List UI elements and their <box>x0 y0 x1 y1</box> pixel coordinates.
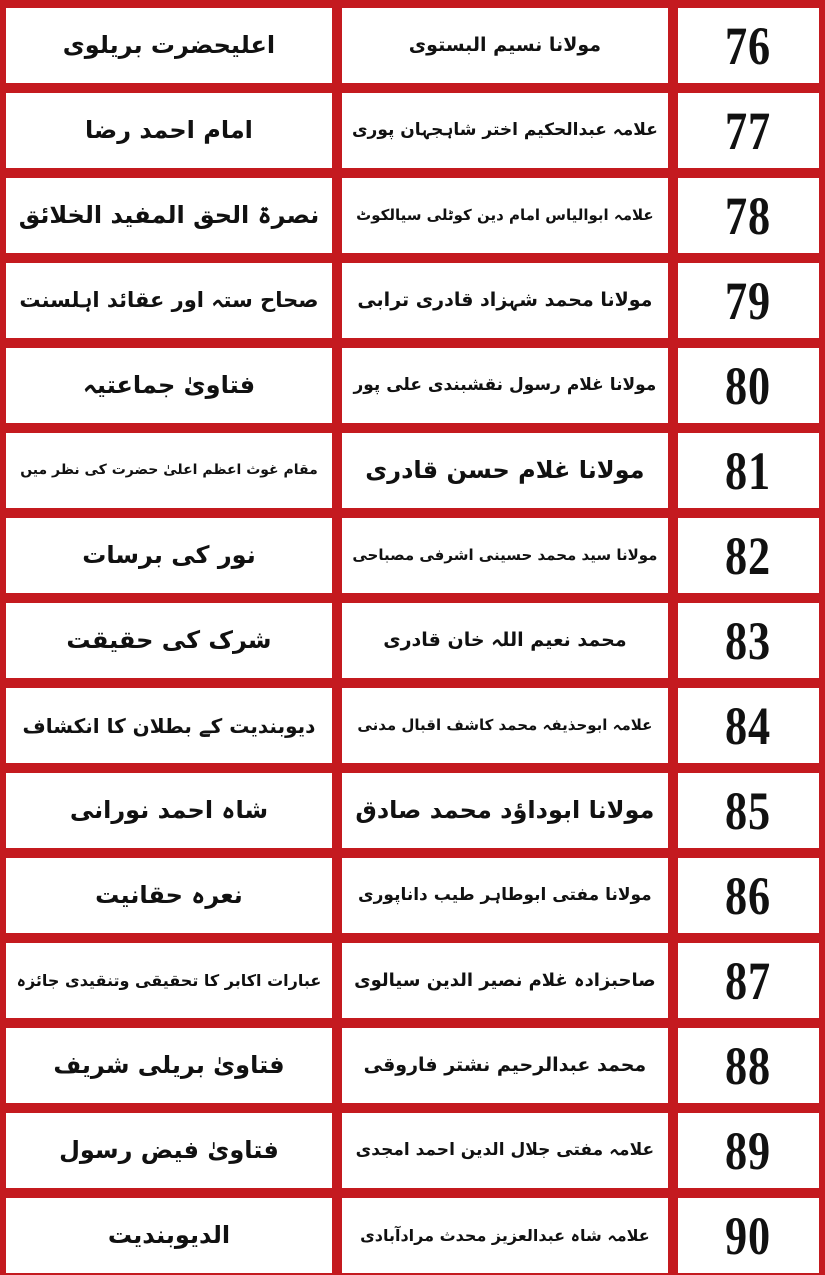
author-name-cell <box>342 603 668 678</box>
book-title: شاہ احمد نورانی <box>69 796 269 825</box>
author-name-cell <box>342 1113 668 1188</box>
serial-number-cell <box>678 858 819 933</box>
author-name: مولانا ابوداؤد محمد صادق <box>355 796 655 825</box>
serial-number-cell <box>678 688 819 763</box>
book-title: اعلیحضرت بریلوی <box>62 31 276 60</box>
author-name: علامہ عبدالحکیم اختر شاہجہان پوری <box>351 120 658 141</box>
author-name: علامہ مفتی جلال الدین احمد امجدی <box>355 1140 655 1161</box>
author-name-cell <box>342 8 668 83</box>
list-row <box>6 603 819 678</box>
author-name: مولانا محمد شہزاد قادری ترابی <box>357 289 653 312</box>
author-name-cell <box>342 688 668 763</box>
book-title-cell <box>6 1113 332 1188</box>
serial-number-cell <box>678 1113 819 1188</box>
book-title: نعرہ حقانیت <box>95 881 243 910</box>
author-name-cell <box>342 518 668 593</box>
serial-number-cell <box>678 348 819 423</box>
book-title: دیوبندیت کے بطلان کا انکشاف <box>22 713 316 738</box>
serial-number: 89 <box>725 1120 772 1181</box>
author-name: صاحبزادہ غلام نصیر الدین سیالوی <box>354 969 656 991</box>
author-name: محمد عبدالرحیم نشتر فاروقی <box>363 1054 647 1077</box>
serial-number-cell <box>678 1028 819 1103</box>
book-title-cell <box>6 93 332 168</box>
book-title: الدیوبندیت <box>107 1221 231 1250</box>
serial-number-cell <box>678 773 819 848</box>
serial-number: 81 <box>725 440 772 501</box>
book-title: فتاویٰ بریلی شریف <box>53 1051 285 1080</box>
list-row <box>6 1113 819 1188</box>
author-name-cell <box>342 348 668 423</box>
serial-number: 78 <box>725 185 772 246</box>
author-name: علامہ شاہ عبدالعزیز محدث مرادآبادی <box>360 1225 650 1245</box>
book-title-cell <box>6 348 332 423</box>
serial-number-cell <box>678 178 819 253</box>
serial-number: 90 <box>725 1205 772 1266</box>
author-name: مولانا غلام حسن قادری <box>365 456 645 485</box>
serial-number: 83 <box>725 610 772 671</box>
author-name-cell <box>342 1028 668 1103</box>
book-title-cell <box>6 1198 332 1273</box>
list-row <box>6 348 819 423</box>
book-list <box>6 8 819 1273</box>
author-name-cell <box>342 433 668 508</box>
book-title-cell <box>6 263 332 338</box>
serial-number-cell <box>678 943 819 1018</box>
serial-number: 88 <box>725 1035 772 1096</box>
list-row <box>6 8 819 83</box>
author-name-cell <box>342 263 668 338</box>
list-row <box>6 263 819 338</box>
author-name: مولانا غلام رسول نقشبندی علی پور <box>353 375 657 396</box>
author-name-cell <box>342 773 668 848</box>
serial-number-cell <box>678 518 819 593</box>
author-name: مولانا مفتی ابوطاہر طیب داناپوری <box>358 885 652 906</box>
list-row <box>6 433 819 508</box>
serial-number: 82 <box>725 525 772 586</box>
book-title: فتاویٰ جماعتیہ <box>82 371 256 400</box>
serial-number: 76 <box>725 15 772 76</box>
book-title-cell <box>6 178 332 253</box>
list-row <box>6 1198 819 1273</box>
author-name-cell <box>342 178 668 253</box>
list-row <box>6 858 819 933</box>
author-name-cell <box>342 1198 668 1273</box>
book-title-cell <box>6 603 332 678</box>
serial-number: 85 <box>725 780 772 841</box>
author-name-cell <box>342 943 668 1018</box>
book-title: شرک کی حقیقت <box>66 626 272 655</box>
author-name: علامہ ابوحذیفہ محمد کاشف اقبال مدنی <box>357 716 653 735</box>
list-row <box>6 1028 819 1103</box>
book-title-cell <box>6 688 332 763</box>
book-title: صحاح ستہ اور عقائد اہلسنت <box>19 287 319 312</box>
book-title: امام احمد رضا <box>85 116 253 145</box>
book-title-cell <box>6 858 332 933</box>
list-row <box>6 93 819 168</box>
book-title: عبارات اکابر کا تحقیقی وتنقیدی جائزہ <box>16 970 322 990</box>
author-name: علامہ ابوالیاس امام دین کوٹلی سیالکوٹ <box>356 206 654 225</box>
serial-number-cell <box>678 433 819 508</box>
list-row <box>6 518 819 593</box>
list-row <box>6 773 819 848</box>
list-row <box>6 178 819 253</box>
book-title-cell <box>6 1028 332 1103</box>
serial-number-cell <box>678 603 819 678</box>
book-title-cell <box>6 943 332 1018</box>
author-name: مولانا نسیم البستوی <box>408 34 602 57</box>
author-name: محمد نعیم اللہ خان قادری <box>383 629 627 652</box>
serial-number: 87 <box>725 950 772 1011</box>
book-title: مقام غوث اعظم اعلیٰ حضرت کی نظر میں <box>20 461 318 478</box>
list-row <box>6 943 819 1018</box>
serial-number-cell <box>678 1198 819 1273</box>
author-name-cell <box>342 93 668 168</box>
serial-number: 80 <box>725 355 772 416</box>
book-title-cell <box>6 8 332 83</box>
serial-number: 79 <box>725 270 772 331</box>
serial-number-cell <box>678 93 819 168</box>
book-title: نور کی برسات <box>82 541 256 570</box>
author-name-cell <box>342 858 668 933</box>
serial-number: 86 <box>725 865 772 926</box>
book-title-cell <box>6 433 332 508</box>
book-title-cell <box>6 773 332 848</box>
book-title: فتاویٰ فیض رسول <box>59 1136 279 1165</box>
book-title-cell <box>6 518 332 593</box>
author-name: مولانا سید محمد حسینی اشرفی مصباحی <box>352 546 658 565</box>
book-title: نصرۃ الحق المفید الخلائق <box>18 201 320 230</box>
serial-number: 77 <box>725 100 772 161</box>
serial-number: 84 <box>725 695 772 756</box>
serial-number-cell <box>678 263 819 338</box>
serial-number-cell <box>678 8 819 83</box>
list-row <box>6 688 819 763</box>
